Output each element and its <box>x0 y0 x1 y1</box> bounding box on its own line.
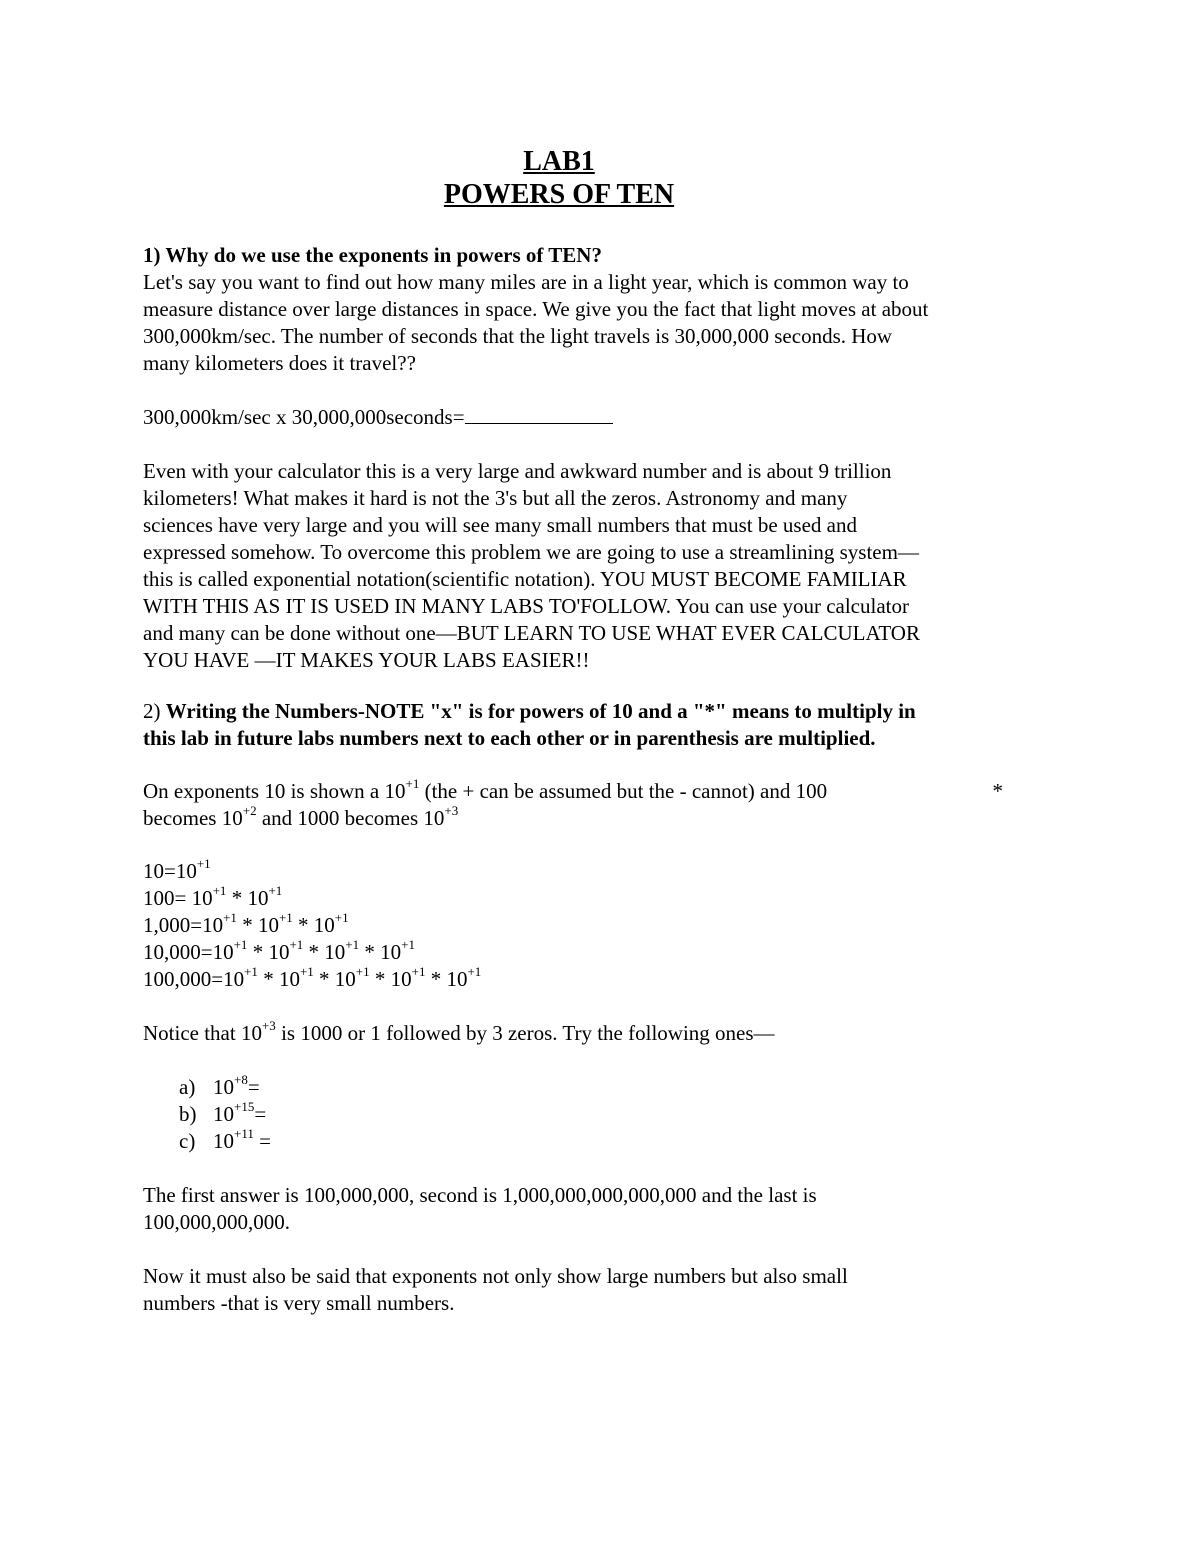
eq-factor: * 10 <box>247 940 290 964</box>
exercise-letter: a) <box>179 1075 196 1099</box>
eq-sup: +1 <box>223 910 237 925</box>
equation-list <box>143 858 1003 993</box>
eq-text: 10,000=10 <box>143 940 234 964</box>
asterisk-mark: * <box>992 779 1003 803</box>
exercise-item <box>143 1101 543 1128</box>
section-2-heading-line-2: this lab in future labs numbers next to each other or in parenthesis are multiplied. <box>143 726 876 750</box>
equation-row <box>143 885 1003 912</box>
eq-factor: * 10 <box>425 967 468 991</box>
closing-line: Now it must also be said that exponents not only show large numbers but also small <box>143 1264 848 1288</box>
equation-row <box>143 858 1003 885</box>
intro-line-1 <box>143 778 1003 805</box>
eq-factor: * 10 <box>292 913 335 937</box>
section-1-para-line: many kilometers does it travel?? <box>143 351 416 375</box>
eq-sup: +1 <box>233 937 248 952</box>
intro-sup: +3 <box>444 803 459 818</box>
para2-line: this is called exponential notation(scientific notation). YOU MUST BECOME FAMILIAR <box>143 567 907 591</box>
eq-sup: +1 <box>244 964 258 979</box>
eq-factor: * 10 <box>313 967 356 991</box>
section-1-heading-text: Why do we use the exponents in powers of TEN? <box>165 243 602 267</box>
eq-sup: +1 <box>467 964 482 979</box>
exercise-letter: b) <box>179 1102 197 1126</box>
exercise-sup: +8 <box>234 1072 248 1087</box>
eq-factor: * 10 <box>369 967 412 991</box>
section-1-para-line: measure distance over large distances in space. We give you the fact that light moves at about <box>143 297 929 321</box>
answer-line: The first answer is 100,000,000, second is 1,000,000,000,000,000 and the last is <box>143 1183 817 1207</box>
eq-factor: * 10 <box>236 913 279 937</box>
exercise-tail: = <box>253 1129 271 1153</box>
intro-text: On exponents 10 is shown a 10 <box>143 779 406 803</box>
intro-text: and 1000 becomes 10 <box>256 806 445 830</box>
equation-line <box>143 404 1003 431</box>
answer-blank <box>465 404 613 424</box>
lab-title: LAB1 <box>523 146 595 177</box>
eq-sup: +1 <box>278 910 293 925</box>
title-block <box>143 145 975 211</box>
exercise-letter: c) <box>179 1129 196 1153</box>
eq-text: 100= 10 <box>143 886 213 910</box>
lab-subtitle: POWERS OF TEN <box>443 179 675 210</box>
para2-line: YOU HAVE —IT MAKES YOUR LABS EASIER!! <box>143 648 590 672</box>
exercise-tail: = <box>254 1102 267 1126</box>
eq-sup: +1 <box>299 964 314 979</box>
eq-text: 10=10 <box>143 859 197 883</box>
eq-factor: * 10 <box>257 967 300 991</box>
section-1-paragraph-2 <box>143 458 1003 674</box>
eq-sup: +1 <box>196 856 211 871</box>
eq-sup: +1 <box>289 937 304 952</box>
eq-factor: * 10 <box>359 940 402 964</box>
para2-line: WITH THIS AS IT IS USED IN MANY LABS TO'FOLLOW. You can use your calculator <box>143 594 909 618</box>
intro-text: (the + can be assumed but the - cannot) and 100 <box>419 779 828 803</box>
equation-text: 300,000km/sec x 30,000,000seconds= <box>143 405 465 429</box>
eq-text: 100,000=10 <box>143 967 245 991</box>
exercise-sup: +11 <box>234 1126 254 1141</box>
answer-line: 100,000,000,000. <box>143 1210 290 1234</box>
para2-line: kilometers! What makes it hard is not the 3's but all the zeros. Astronomy and many <box>143 486 848 510</box>
eq-sup: +1 <box>411 964 426 979</box>
intro-line-2 <box>143 805 1003 832</box>
exercise-item <box>143 1074 543 1101</box>
exercise-item <box>143 1128 543 1155</box>
document-page <box>143 0 1003 1553</box>
eq-sup: +1 <box>334 910 349 925</box>
intro-sup: +1 <box>405 776 420 791</box>
section-2-heading <box>143 698 1003 752</box>
intro-sup: +2 <box>242 803 257 818</box>
exercise-base: 10 <box>213 1075 234 1099</box>
answer-paragraph <box>143 1182 1003 1236</box>
eq-factor: * 10 <box>303 940 346 964</box>
para2-line: Even with your calculator this is a very large and awkward number and is about 9 trillion <box>143 459 892 483</box>
notice-line <box>143 1020 1003 1047</box>
eq-sup: +1 <box>345 937 360 952</box>
exercise-sup: +15 <box>234 1099 255 1114</box>
para2-line: and many can be done without one—BUT LEARN TO USE WHAT EVER CALCULATOR <box>143 621 920 645</box>
exercise-base: 10 <box>213 1129 234 1153</box>
closing-line: numbers -that is very small numbers. <box>143 1291 455 1315</box>
eq-text: 1,000=10 <box>143 913 224 937</box>
exercise-base: 10 <box>213 1102 234 1126</box>
section-2-number: 2) <box>143 699 166 723</box>
eq-sup: +1 <box>212 883 227 898</box>
eq-sup: +1 <box>401 937 415 952</box>
equation-row <box>143 939 1003 966</box>
section-1-number: 1) <box>143 243 166 267</box>
eq-sup: +1 <box>355 964 370 979</box>
notice-sup: +3 <box>261 1018 276 1033</box>
section-2-heading-line-1 <box>143 698 1003 725</box>
notice-text: Notice that 10 <box>143 1021 262 1045</box>
notice-text: is 1000 or 1 followed by 3 zeros. Try the following ones— <box>275 1021 775 1045</box>
para2-line: sciences have very large and you will see many small numbers that must be used and <box>143 513 857 537</box>
section-1 <box>143 242 1003 377</box>
section-1-para-line: 300,000km/sec. The number of seconds that the light travels is 30,000,000 seconds. How <box>143 324 893 348</box>
exercise-expression <box>213 1128 271 1155</box>
section-1-heading <box>143 242 1003 269</box>
exercise-tail: = <box>247 1075 260 1099</box>
closing-paragraph <box>143 1263 1003 1317</box>
para2-line: expressed somehow. To overcome this problem we are going to use a streamlining system— <box>143 540 919 564</box>
exercise-list <box>143 1074 543 1155</box>
equation-row <box>143 966 1003 993</box>
exercise-expression <box>213 1074 260 1101</box>
exponent-intro <box>143 778 1003 832</box>
exercise-expression <box>213 1101 266 1128</box>
equation-row <box>143 912 1003 939</box>
eq-factor: * 10 <box>226 886 269 910</box>
section-1-para-line: Let's say you want to find out how many miles are in a light year, which is common way to <box>143 270 909 294</box>
section-2-heading-text: Writing the Numbers-NOTE "x" is for powers of 10 and a "*" means to multiply in <box>165 699 916 723</box>
eq-sup: +1 <box>268 883 283 898</box>
intro-text: becomes 10 <box>143 806 243 830</box>
